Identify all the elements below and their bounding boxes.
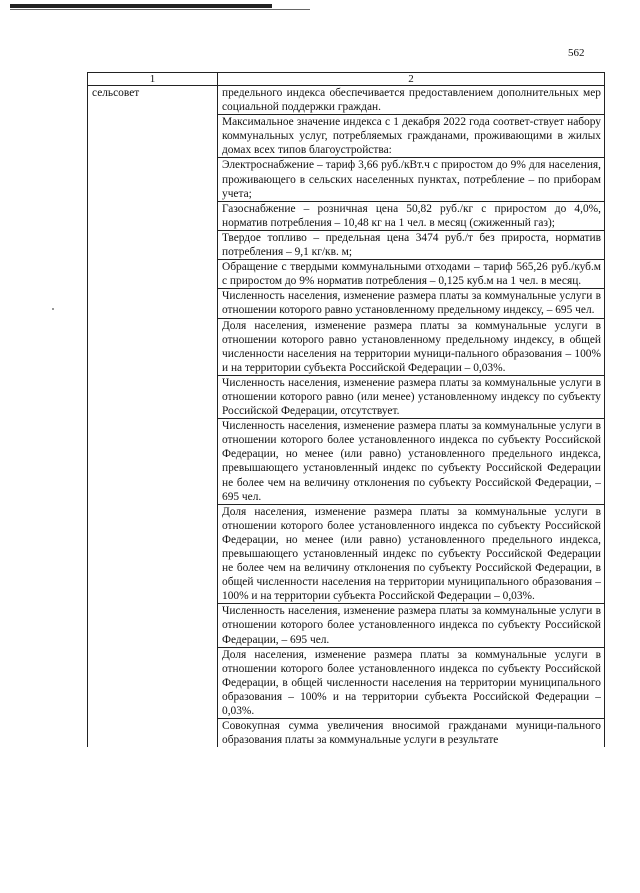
paragraph: Численность населения, изменение размера платы за коммунальные услуги в отношении которого равно (или менее) установленному индексу по субъекту Российской Федерации, отсутствует. [218,375,604,418]
municipality-label: сельсовет [92,87,140,99]
table-row [88,86,605,748]
scan-edge-bar [10,4,272,8]
column-header-1: 1 [88,73,218,86]
paragraph: Численность населения, изменение размера платы за коммунальные услуги в отношении которого равно установленному предельному индексу, – 695 чел. [218,288,604,317]
paragraph: Максимальное значение индекса с 1 декабря 2022 года соответ-ствует набору коммунальных услуг, потребляемых гражданами, проживающими в жилых домах всех типов благоустройства: [218,114,604,157]
content-table [87,72,605,747]
paragraph: Обращение с твердыми коммунальными отходами – тариф 565,26 руб./куб.м с приростом до 9% норматив потребления – 0,125 куб.м на 1 чел. в месяц. [218,259,604,288]
scan-speck [52,308,54,310]
paragraph: Твердое топливо – предельная цена 3474 руб./т без прироста, норматив потребления – 9,1 кг/кв. м; [218,230,604,259]
table-header-row [88,73,605,86]
paragraph: Доля населения, изменение размера платы за коммунальные услуги в отношении которого равно установленному предельному индексу, в общей численности населения на территории муници-пального образования – 100% и на территории субъекта Российской Федерации – 0,03%. [218,318,604,375]
paragraph: Газоснабжение – розничная цена 50,82 руб./кг с приростом до 4,0%, норматив потребления – 10,48 кг на 1 чел. в месяц (сжиженный газ); [218,201,604,230]
paragraph: Совокупная сумма увеличения вносимой гражданами муници-пального образования платы за коммунальные услуги в результате [218,718,604,747]
paragraph: предельного индекса обеспечивается предоставлением дополнительных мер социальной поддержки граждан. [222,87,601,114]
page-number: 562 [568,47,585,59]
scan-edge-line [10,9,310,10]
column-header-2: 2 [218,73,605,86]
column-1-cell [88,86,218,748]
paragraph: Численность населения, изменение размера платы за коммунальные услуги в отношении которого более установленного индекса по субъекту Российской Федерации, но менее (или равно) установленного предельного индекса, превышающего установленный индекс по субъекту Российской Федерации не более чем на величину отклонения по субъекту Российской Федерации, – 695 чел. [218,418,604,504]
paragraph: Доля населения, изменение размера платы за коммунальные услуги в отношении которого более установленного индекса по субъекту Российской Федерации, в общей численности населения на территории муниципального образования – 100% и на территории субъекта Российской Федерации – 0,03%. [218,647,604,718]
paragraph: Численность населения, изменение размера платы за коммунальные услуги в отношении которого более установленного индекса по субъекту Российской Федерации, – 695 чел. [218,603,604,646]
paragraph: Доля населения, изменение размера платы за коммунальные услуги в отношении которого более установленного индекса по субъекту Российской Федерации, но менее (или равно) установленного предельного индекса, превышающего установленный индекс по субъекту Российской Федерации не более чем на величину отклонения по субъекту Российской Федерации, в общей численности населения на территории муниципального образования – 100% и на территории субъекта Российской Федерации – 0,03%. [218,504,604,604]
paragraph: Электроснабжение – тариф 3,66 руб./кВт.ч с приростом до 9% для населения, проживающего в сельских населенных пунктах, потребление – по приборам учета; [218,157,604,200]
column-2-cell [218,86,605,748]
